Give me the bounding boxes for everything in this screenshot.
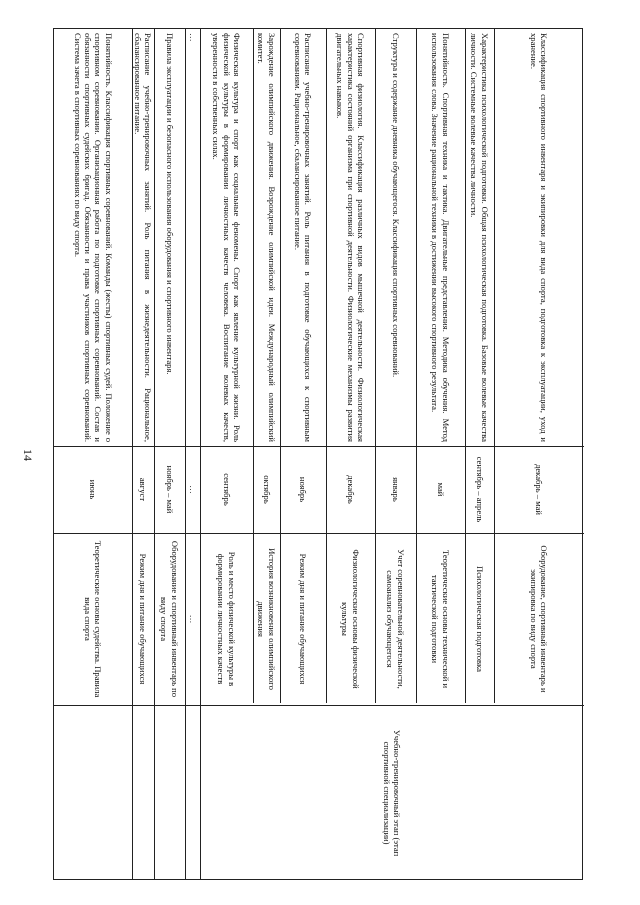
row-month — [280, 446, 326, 533]
row-month — [54, 446, 132, 533]
row-month — [185, 446, 200, 533]
row-month-text: … — [187, 485, 198, 494]
page-number: 14 — [21, 449, 35, 461]
row-month — [416, 446, 465, 533]
row-month-text: октябрь — [261, 475, 272, 504]
row-topic — [326, 533, 375, 705]
row-month-text: ноябрь – май — [164, 465, 175, 514]
row-topic — [132, 533, 154, 705]
row-topic-text: Режим дня и питание обучающихся — [298, 553, 309, 685]
row-content-text: Зарождение олимпийского движения. Возрождение олимпийской идеи. Международный олимпийский комитет. — [256, 33, 277, 442]
row-month-text: ноябрь — [298, 476, 309, 503]
row-month-text: сентябрь – апрель — [474, 456, 485, 523]
row-content-text: Расписание учебно-тренировочных занятий. Роль питания в подготовке обучающихся к спортивным соревнованиям. Рациональное, сбалансированное питание. — [293, 33, 314, 442]
row-topic — [200, 533, 253, 705]
row-topic — [494, 533, 584, 705]
column-divider — [54, 705, 200, 706]
row-content — [54, 29, 132, 446]
row-content — [416, 29, 465, 446]
row-month — [154, 446, 185, 533]
row-content — [200, 29, 253, 446]
row-content-text: Правила эксплуатации и безопасного использования оборудования и спортивного инвентаря. — [164, 33, 175, 375]
row-topic — [416, 533, 465, 705]
stage-label — [200, 705, 584, 881]
row-content — [185, 29, 200, 446]
row-topic — [54, 533, 132, 705]
row-topic-text: Физиологические основы физической культуры — [340, 549, 361, 689]
curriculum-table — [53, 28, 583, 880]
row-content-text: Расписание учебно-тренировочных занятий. Роль питания в жизнедеятельности. Рациональное, сбалансированное питание. — [133, 33, 154, 442]
row-topic — [154, 533, 185, 705]
row-content-text: Классификация спортивного инвентаря и экипировки для вида спорта, подготовка к эксплуатации, уход и хранение. — [529, 33, 550, 442]
row-topic-text: Роль и место физической культуры в формировании личностных качеств — [216, 551, 237, 687]
row-content — [132, 29, 154, 446]
stage-label-text: Учебно-тренировочный этап (этап спортивной специализации) — [382, 729, 403, 857]
row-topic-text: … — [187, 614, 198, 624]
row-content-text: … — [187, 33, 198, 42]
row-content — [280, 29, 326, 446]
row-content — [494, 29, 584, 446]
row-month-text: декабрь – май — [534, 463, 545, 516]
row-topic-text: Режим дня и питание обучающихся — [138, 553, 149, 685]
row-topic — [375, 533, 416, 705]
row-content-text: Физическая культура и спорт как социальные феномены. Спорт как явление культурной жизни. Роль физической культуры в формировании личностных качеств человека. Воспитание волевых качеств, уверенности в собственных силах. — [211, 33, 242, 442]
row-month — [465, 446, 494, 533]
row-month-text: декабрь — [345, 475, 356, 504]
row-month-text: август — [138, 477, 149, 502]
row-topic — [185, 533, 200, 705]
row-topic-text: Теоретические основы технической и тактической подготовки — [430, 549, 451, 689]
row-content — [154, 29, 185, 446]
row-month-text: май — [435, 482, 446, 497]
row-month-text: январь — [390, 477, 401, 502]
row-content-text: Понятийность. Спортивная техника и тактика. Двигательные представления. Методика обучения. Метод использования слова. Значение рациональной техники в достижении высокого спортивного результата. — [430, 33, 451, 442]
row-month — [326, 446, 375, 533]
row-month-text: сентябрь — [221, 473, 232, 506]
row-topic-text: Психологическая подготовка — [474, 566, 485, 672]
row-topic-text: Теоретические основы судейства. Правила вида спорта — [83, 540, 104, 698]
row-content — [375, 29, 416, 446]
row-month — [375, 446, 416, 533]
row-topic-text: Учет соревновательной деятельности, самоанализ обучающегося — [385, 549, 406, 689]
row-topic — [253, 533, 280, 705]
row-content — [326, 29, 375, 446]
row-month — [200, 446, 253, 533]
row-topic-text: История возникновения олимпийского движения — [256, 548, 277, 690]
row-content-text: Понятийность. Классификация спортивных соревнований. Команды (жесты) спортивных судей. Положение о спортивном соревновании. Организационная работа по подготовке спортивных соревнований. Состав и обязанности спортивных судейских бригад. Обязанности и права участников спортивных соревнований. Система зачета в спортивных соревнованиях по виду спорта. — [72, 33, 114, 442]
row-topic-text: Оборудование и спортивный инвентарь по виду спорта — [159, 540, 180, 698]
row-content-text: Структура и содержание дневника обучающегося. Классификация спортивных соревнований. — [390, 33, 401, 378]
row-month — [494, 446, 584, 533]
row-topic — [280, 533, 326, 705]
row-topic-text: Оборудование, спортивный инвентарь и экипировка по виду спорта — [529, 545, 550, 693]
row-month-text: июнь — [88, 479, 99, 500]
row-content-text: Спортивная физиология. Классификация различных видов мышечной деятельности. Физиологическая характеристика состояний организма при спортивной деятельности. Физиологические механизмы развития двигательных навыков. — [335, 33, 366, 442]
row-content — [465, 29, 494, 446]
row-month — [253, 446, 280, 533]
row-content-text: Характеристика психологической подготовки. Общая психологическая подготовка. Базовые волевые качества личности. Системные волевые качества личности. — [469, 33, 490, 442]
row-content — [253, 29, 280, 446]
row-month — [132, 446, 154, 533]
row-topic — [465, 533, 494, 705]
